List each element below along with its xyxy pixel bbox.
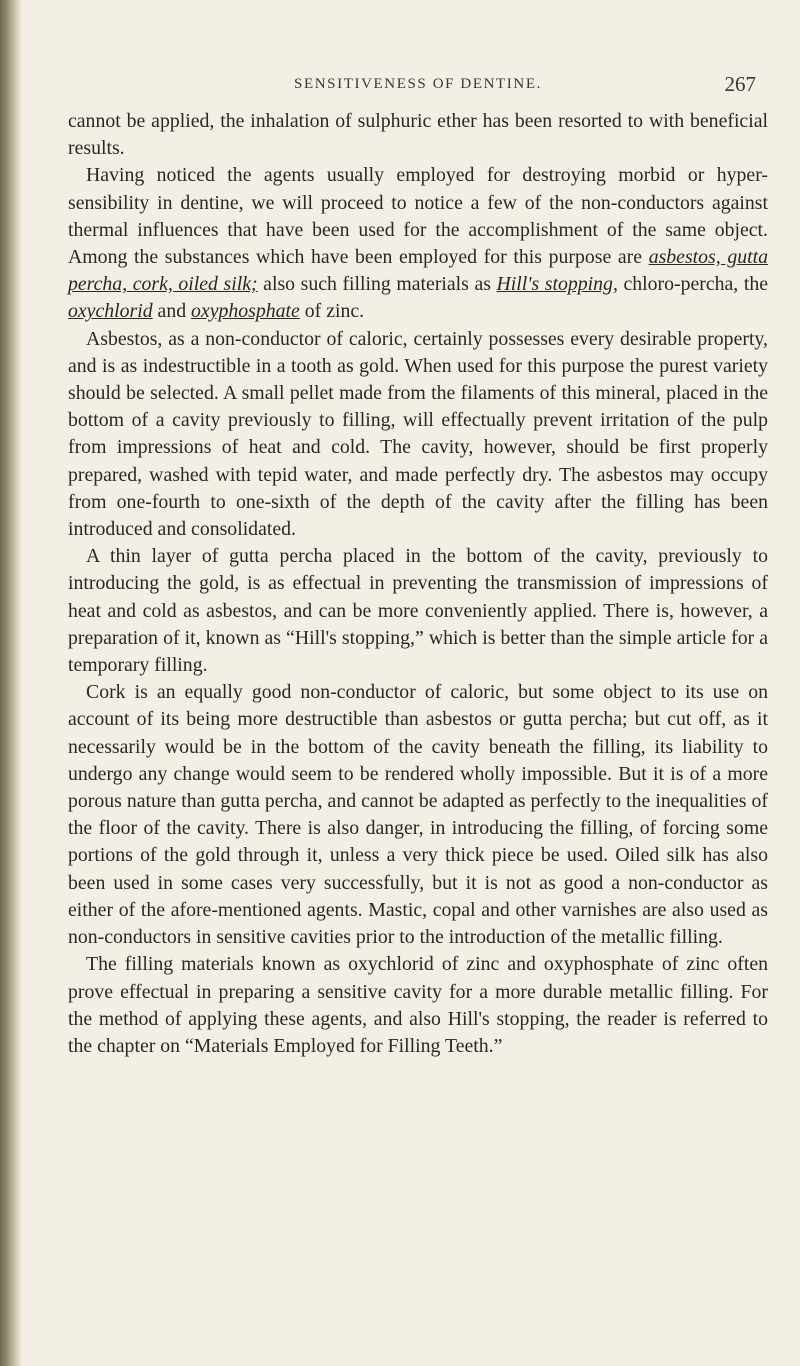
paragraph-6: The filling materials known as oxychlorid of zinc and oxyphosphate of zinc often prove effectual in preparing a sensitive cavity for a more durable metallic filling. For the method of applying these agents, and also Hill's stopping, the reader is referred to the chapter on “Materials Employed for Filling Teeth.” xyxy=(68,953,768,1057)
paragraph-2-lead: Having noticed the agents usually employed for destroying morbid or hyper-sensibility in dentine, we will proceed to notice a few of the non-conductors against thermal influences that have been used for the accomplishment of the same object. Among the substances which have been employed for this purpose are xyxy=(68,164,768,269)
paragraph-1: cannot be applied, the inhalation of sulphuric ether has been resorted to with beneficial results. xyxy=(68,110,768,160)
book-page xyxy=(68,72,768,1060)
paragraph-2-mid-3: and xyxy=(152,300,192,323)
emphasis-non-conductor-list: asbestos, gutta percha, cork, oiled silk; xyxy=(68,246,768,296)
emphasis-oxyphosphate: oxyphosphate xyxy=(191,300,300,323)
body-text xyxy=(68,108,768,1060)
paragraph-2 xyxy=(68,162,768,325)
running-head-title: SENSITIVENESS OF DENTINE. xyxy=(294,76,542,92)
paragraph-2-mid-2: chloro-percha, the xyxy=(617,273,768,296)
paragraph-2-mid-1: also such filling materials as xyxy=(257,273,497,296)
paragraph-4: A thin layer of gutta percha placed in the bottom of the cavity, previously to introducing the gold, is as effectual in preventing the transmission of impressions of heat and cold as asbestos, and can be more conveniently applied. There is, however, a preparation of it, known as “Hill's stopping,” which is better than the simple article for a temporary filling. xyxy=(68,545,768,677)
book-spine-shadow xyxy=(0,0,22,1366)
paragraph-2-tail: of zinc. xyxy=(299,300,365,323)
running-head xyxy=(68,72,768,108)
page-number: 267 xyxy=(724,72,756,96)
paragraph-5: Cork is an equally good non-conductor of caloric, but some object to its use on account of its being more destructible than asbestos or gutta percha; but cut off, as it necessarily would be in the bottom of the cavity beneath the filling, its liability to undergo any change would seem to be rendered wholly impossible. But it is of a more porous nature than gutta percha, and cannot be adapted as perfectly to the inequalities of the floor of the cavity. There is also danger, in introducing the filling, of forcing some portions of the gold through it, unless a very thick piece be used. Oiled silk has also been used in some cases very successfully, but it is not as good a non-conductor as either of the afore-mentioned agents. Mastic, copal and other varnishes are also used as non-conductors in sensitive cavities prior to the introduction of the metallic filling. xyxy=(68,681,768,949)
paragraph-3: Asbestos, as a non-conductor of caloric, certainly possesses every desirable property, and is as indestructible in a tooth as gold. When used for this purpose the purest variety should be selected. A small pellet made from the filaments of this mineral, placed in the bottom of a cavity previously to filling, will effectually prevent irritation of the pulp from impressions of heat and cold. The cavity, however, should be first properly prepared, washed with tepid water, and made perfectly dry. The asbestos may occupy from one-fourth to one-sixth of the depth of the cavity after the filling has been introduced and consolidated. xyxy=(68,327,768,541)
emphasis-oxychlorid: oxychlorid xyxy=(68,300,153,323)
emphasis-hills-stopping: Hill's stopping, xyxy=(496,273,618,296)
